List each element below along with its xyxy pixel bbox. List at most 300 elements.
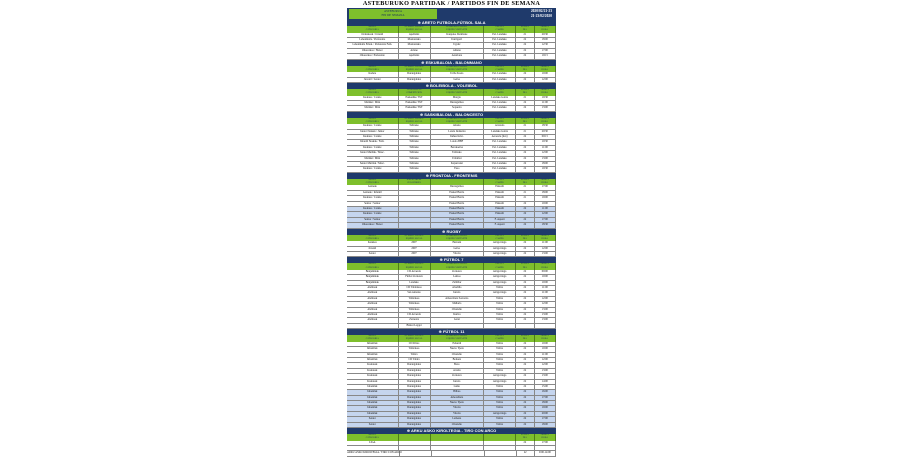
table-cell: 21	[516, 185, 534, 189]
table-cell	[400, 451, 432, 455]
table-cell: Landako Goitia	[484, 130, 516, 134]
table-cell: 22	[516, 385, 534, 389]
table-cell: Getxo	[431, 78, 484, 82]
table-cell: 19:00	[535, 406, 556, 410]
table-cell: 13:00	[535, 313, 556, 317]
table-cell: 13:00	[535, 252, 556, 256]
column-header: ETXEKO TALDEA EQUIPO LOCAL	[399, 66, 431, 73]
table-cell: Durangaldea	[399, 369, 431, 373]
table-cell: Pol. Landako	[484, 167, 516, 171]
table-cell: 12:00	[535, 297, 556, 301]
table-cell: 17:00	[535, 396, 556, 400]
table-cell: CD Rivas	[399, 342, 431, 346]
table-cell: Kadeteak	[347, 369, 399, 373]
table-cell: Jubenilak	[347, 390, 399, 394]
table-cell: Ezkurdi	[484, 185, 516, 189]
table-cell: Tabira	[484, 353, 516, 357]
section-header	[347, 118, 556, 125]
table-cell: Kadetea / Cadete	[347, 167, 399, 171]
table-cell: Tabirakoa	[399, 347, 431, 351]
column-header: ZELAIA CAMPO	[484, 66, 516, 73]
column-header: MAILA CATEGORIA	[347, 434, 399, 441]
section-title: ⊕ ARKU ASKO KIROLTEGIA - TIRO CON ARCO	[347, 428, 556, 434]
table-cell: Kadetea / Cadete	[347, 96, 399, 100]
table-cell: Kadetea / Cadete	[347, 212, 399, 216]
date-range	[531, 9, 552, 19]
table-cell: Kadetea / Cadete	[347, 146, 399, 150]
table-cell: 11:00	[535, 286, 556, 290]
table-cell: Montaniaka	[399, 43, 431, 47]
table-cell: Durangaldea	[399, 412, 431, 416]
column-header: TXAPELKETA COMPETICION	[399, 89, 431, 96]
table-cell: Iurreta	[431, 291, 484, 295]
table-cell: Abanto	[431, 124, 484, 128]
section-header	[347, 335, 556, 342]
weekend-label-eu: ASTEBURUA	[383, 9, 402, 13]
table-cell: 12:00	[535, 358, 556, 362]
table-cell	[399, 446, 431, 450]
table-cell: Senior Mutilak / Masc.	[347, 162, 399, 166]
table-cell: Tabirako	[399, 124, 431, 128]
table-cell: 13:00	[535, 157, 556, 161]
table-cell: Euskal Herria	[431, 207, 484, 211]
table-cell: Euskal Herria	[431, 218, 484, 222]
table-cell: 22	[516, 417, 534, 421]
table-cell: Vitoria	[431, 252, 484, 256]
column-header: ORDUA HORA	[535, 263, 556, 270]
table-cell: Durangaldea	[399, 406, 431, 410]
column-header: EGUNA DIA	[516, 118, 534, 125]
table-cell: Otxandio	[431, 353, 484, 357]
column-header: ZELAIA CAMPO	[484, 263, 516, 270]
table-cell: Ezkurdi	[484, 212, 516, 216]
table-cell: Pol. Landako	[484, 157, 516, 161]
weekend-label-es: FIN DE SEMANA	[381, 13, 405, 17]
table-cell: Tabira	[484, 406, 516, 410]
table-cell: Fútbol Zornotza	[399, 275, 431, 279]
table-cell: Alebinak	[347, 308, 399, 312]
table-cell: Uribe Kosta	[431, 72, 484, 76]
table-cell: Easo	[431, 167, 484, 171]
table-cell: 13:00	[535, 374, 556, 378]
table-cell: 17:00	[535, 417, 556, 421]
table-cell: 20:00	[535, 412, 556, 416]
table-cell: Alebinak	[347, 286, 399, 290]
table-cell: Alebinak	[347, 313, 399, 317]
section-header	[347, 26, 556, 33]
table-cell: Asturiana	[431, 54, 484, 58]
section-title: ⊕ SASKIBALOIA - BALONCESTO	[347, 112, 556, 118]
table-cell: 9:00-14:00	[535, 451, 556, 455]
table-cell: Loiola BBF	[431, 140, 484, 144]
table-cell: Lehenmaila Emak. / Preferente Fem.	[347, 43, 399, 47]
table-cell: Nuevo Ypeta	[431, 347, 484, 351]
table-cell: CD Tabira	[399, 358, 431, 362]
table-cell: Infantilak	[347, 347, 399, 351]
table-cell	[484, 441, 516, 445]
table-cell: 21	[516, 130, 534, 134]
table-cell: 22	[516, 308, 534, 312]
table-cell: 15:00	[535, 385, 556, 389]
table-cell: Kadeteak	[347, 380, 399, 384]
column-header	[484, 434, 516, 441]
table-cell: Ohorezkoa / Honor	[347, 49, 399, 53]
table-cell: Lumo	[431, 385, 484, 389]
table-cell: Pol. Landako	[484, 43, 516, 47]
table-cell: 22	[516, 270, 534, 274]
schedule-document	[347, 0, 556, 455]
table-cell: Tabira	[484, 390, 516, 394]
table-cell: 09:00	[535, 270, 556, 274]
table-cell: Tabirako	[399, 146, 431, 150]
table-cell: Tabirako	[399, 130, 431, 134]
table-cell: 22	[516, 275, 534, 279]
table-cell: Junior Mutilak / Masc.	[347, 151, 399, 155]
table-cell: Durangaldea	[399, 396, 431, 400]
column-header: ORDUA HORA	[535, 179, 556, 186]
column-header: ZELAIA CAMPO	[484, 335, 516, 342]
table-cell: 22	[516, 291, 534, 295]
column-header: KANPOKO TALDEA EQUIPO VISITANTE	[431, 26, 484, 33]
table-cell	[485, 451, 517, 455]
table-cell: 22	[516, 342, 534, 346]
table-cell: Benjaminak	[347, 270, 399, 274]
column-header: ORDUA HORA	[535, 26, 556, 33]
column-header: EGUNA DIA	[516, 434, 534, 441]
column-header	[431, 179, 484, 186]
table-cell: Jubenilak	[347, 412, 399, 416]
table-cell: 2007	[399, 241, 431, 245]
table-cell: Durangaldea	[399, 401, 431, 405]
table-cell: 22	[516, 212, 534, 216]
table-cell: F. Aquari	[484, 218, 516, 222]
table-cell: Amorebieta	[431, 396, 484, 400]
column-header: ORDUA HORA	[535, 434, 556, 441]
table-cell: Montaniaka	[399, 38, 431, 42]
column-header: ZELAIA CAMPO	[484, 235, 516, 242]
section-title: ⊕ ESKUBALOIA - BALONMANO	[347, 60, 556, 66]
table-cell: Pol. Landako	[484, 38, 516, 42]
column-header: ORDUA HORA	[535, 89, 556, 96]
table-cell: Kadetea / Cadete	[347, 135, 399, 139]
table-cell	[535, 324, 556, 328]
table-cell: Kadetea / Cadete	[347, 207, 399, 211]
table-cell: 22	[516, 135, 534, 139]
table-cell: Gazteak	[347, 185, 399, 189]
table-cell: Kadetea	[347, 241, 399, 245]
table-cell: 10:00	[535, 72, 556, 76]
column-header: ZELAIA CAMPO	[484, 26, 516, 33]
table-cell: 21	[516, 33, 534, 37]
table-cell: Iurreta	[431, 380, 484, 384]
table-cell: 22	[516, 369, 534, 373]
table-cell: 22	[516, 101, 534, 105]
column-header: EGUNA DIA	[516, 335, 534, 342]
table-cell: 21	[516, 196, 534, 200]
table-cell: 22	[516, 151, 534, 155]
table-cell: Tabirako	[399, 167, 431, 171]
table-cell: 22	[516, 406, 534, 410]
table-cell: 12:00	[535, 247, 556, 251]
table-cell: 22	[516, 347, 534, 351]
table-cell: 13:00	[535, 106, 556, 110]
column-header: MAILA CATEGORIA	[347, 66, 399, 73]
table-cell: Jubenilak	[347, 406, 399, 410]
table-cell: Ohorezkoa / Honor	[347, 223, 399, 227]
table-cell: Infantil Neskak / Fem.	[347, 140, 399, 144]
table-cell	[516, 446, 534, 450]
table-cell: Otxandio	[431, 423, 484, 427]
table-cell: 22	[516, 252, 534, 256]
table-cell: Euskal Herria	[431, 196, 484, 200]
table-cell: Durangaldea	[399, 363, 431, 367]
table-cell: Garai	[431, 318, 484, 322]
table-cell: Tabira	[484, 347, 516, 351]
table-cell: 11:00	[535, 101, 556, 105]
table-cell: 18:00	[535, 423, 556, 427]
column-header	[431, 434, 484, 441]
table-cell: Euskal Herria	[431, 191, 484, 195]
table-cell: Infantilak	[347, 353, 399, 357]
table-cell	[399, 207, 431, 211]
table-cell: Kanpoko Donibane	[431, 33, 484, 37]
table-cell: Nuevo Ypeta	[431, 401, 484, 405]
section-title: ⊕ BOLEIBOLA - VOLEIBOL	[347, 83, 556, 89]
table-cell: Bozo	[431, 363, 484, 367]
table-cell	[399, 223, 431, 227]
table-cell: 18:00	[535, 38, 556, 42]
table-cell	[399, 196, 431, 200]
table-cell: Loiola Indautxu	[431, 130, 484, 134]
table-cell: Tabira	[484, 385, 516, 389]
table-cell: 22	[516, 140, 534, 144]
table-cell: 22	[516, 202, 534, 206]
table-cell: 10:00	[535, 275, 556, 279]
column-header: ETXEKO TALDEA EQUIPO LOCAL	[399, 26, 431, 33]
table-cell: 22	[516, 72, 534, 76]
table-cell: Landako Goitia	[484, 96, 516, 100]
table-cell	[399, 212, 431, 216]
table-cell: Abadiño	[431, 286, 484, 290]
table-cell: Alebinak	[347, 318, 399, 322]
table-cell: Vitoria	[431, 406, 484, 410]
table-cell: 12:00	[535, 212, 556, 216]
table-cell: F. Aquari	[484, 223, 516, 227]
section-header	[347, 434, 556, 441]
table-cell: Ezkurdi	[484, 191, 516, 195]
table-cell: Landako	[399, 281, 431, 285]
table-cell: Alebinak	[347, 291, 399, 295]
table-cell: Euskal Herria	[431, 212, 484, 216]
table-cell: 10:00	[535, 202, 556, 206]
table-cell: Tabirakoa	[399, 297, 431, 301]
table-cell: Ariane	[399, 49, 431, 53]
table-cell: 14:00	[535, 380, 556, 384]
table-cell	[535, 446, 556, 450]
section-title: ⊕ FÚTBOL 7	[347, 257, 556, 263]
table-cell: Lehenmaila / Preferente	[347, 38, 399, 42]
table-cell: Infantilak	[347, 358, 399, 362]
section-header	[347, 235, 556, 242]
table-cell: Durangaldea	[399, 78, 431, 82]
table-cell: Vitoria	[431, 412, 484, 416]
table-cell: Senior / Senior	[347, 218, 399, 222]
table-cell: 19:15	[535, 54, 556, 58]
table-cell: ARKU ASKO KIROLTEGIA / TIRO CON ARCO	[347, 451, 402, 455]
table-cell: Zornotza	[431, 270, 484, 274]
table-cell: 11:00	[535, 353, 556, 357]
table-cell: Pol. Landako	[484, 146, 516, 150]
table-cell: 12:30	[535, 43, 556, 47]
table-cell	[484, 324, 516, 328]
table-cell: Lemoa	[431, 275, 484, 279]
table-cell: Tabirako	[399, 140, 431, 144]
column-header: MAILA CATEGORIA	[347, 89, 399, 96]
table-cell: 12:00	[535, 151, 556, 155]
table-cell: 17:00	[535, 218, 556, 222]
table-cell: 21	[516, 124, 534, 128]
section-header	[347, 66, 556, 73]
table-cell: 22	[516, 167, 534, 171]
table-cell: CD Arrazola	[399, 313, 431, 317]
table-cell: 22	[516, 313, 534, 317]
table-cell: Bizkai Legapi	[399, 324, 431, 328]
table-cell: Jubenilak	[347, 396, 399, 400]
table-cell: Juvenil / Senior	[347, 78, 399, 82]
table-cell	[399, 202, 431, 206]
table-cell: Pol. Landako	[484, 162, 516, 166]
table-cell: Tabirako	[399, 135, 431, 139]
table-cell: Zaldibar	[431, 281, 484, 285]
table-cell: Ohorezkoa / Preferente	[347, 54, 399, 58]
table-cell: 19:30	[535, 167, 556, 171]
table-cell: 22	[516, 43, 534, 47]
section-header	[347, 263, 556, 270]
table-cell: 22	[516, 297, 534, 301]
table-cell: Iruñea Krist.	[431, 135, 484, 139]
table-cell: 11:00	[535, 146, 556, 150]
table-cell: Arratia	[431, 369, 484, 373]
table-cell: Senior	[347, 423, 399, 427]
sections-container	[347, 20, 556, 457]
table-cell: Mañaria	[431, 302, 484, 306]
table-cell: 22	[516, 363, 534, 367]
table-cell: 12:00	[535, 302, 556, 306]
table-cell: Mailaki / Mini	[347, 101, 399, 105]
table-cell: Durangaldea	[399, 385, 431, 389]
table-cell: 2007	[399, 247, 431, 251]
table-cell: 22	[516, 380, 534, 384]
table-cell: Arrigorriaga	[484, 241, 516, 245]
table-cell: Tabirakoa	[399, 302, 431, 306]
column-header: MAILA CATEGORIA	[347, 26, 399, 33]
column-header: ORDUA HORA	[535, 235, 556, 242]
date-range-eu: 2020/02/21-23	[530, 9, 552, 13]
table-cell: Tabira	[484, 369, 516, 373]
table-cell: Tabirako	[399, 157, 431, 161]
table-cell: Arrigorriaga	[484, 270, 516, 274]
table-cell: CD Arrazola	[399, 270, 431, 274]
column-header: EGUNA DIA	[516, 89, 534, 96]
table-cell: Iturrigorri	[431, 38, 484, 42]
table-cell: Tabira	[484, 286, 516, 290]
table-cell: 22	[516, 49, 534, 53]
table-cell: Getxo	[431, 247, 484, 251]
table-cell: Pol. Landako	[484, 49, 516, 53]
table-cell: Pol. Landako	[484, 101, 516, 105]
table-cell: Ezkurdi	[484, 196, 516, 200]
table-cell: Senior	[347, 417, 399, 421]
table-cell: Juvenil	[347, 247, 399, 251]
column-header: ZELAIA CAMPO	[484, 118, 516, 125]
table-cell: Otxandio	[431, 308, 484, 312]
table-cell: 21	[516, 96, 534, 100]
table-cell: 11:00	[535, 207, 556, 211]
column-header: ORDUA HORA	[535, 118, 556, 125]
section-title: ⊕ FÚTBOL 11	[347, 329, 556, 335]
table-cell	[399, 191, 431, 195]
table-cell: Urdaibai	[431, 157, 484, 161]
table-cell: Arrigorriaga	[484, 291, 516, 295]
table-cell: Sopuerta	[431, 106, 484, 110]
table-cell: 22	[516, 396, 534, 400]
table-cell: 17:00	[535, 49, 556, 53]
table-cell: Kadete	[347, 72, 399, 76]
table-cell: 10:30	[535, 140, 556, 144]
table-cell: Murgia	[431, 96, 484, 100]
document-title: ASTEBURUKO PARTIDAK / PARTIDOS FIN DE SEMANA	[362, 0, 541, 7]
table-cell	[484, 446, 516, 450]
table-cell	[347, 446, 399, 450]
table-cell: Gazteak / Infantil	[347, 191, 399, 195]
table-cell: 22	[516, 157, 534, 161]
table-cell: Tabira	[484, 417, 516, 421]
table-cell: Hernani	[431, 241, 484, 245]
table-cell	[431, 324, 484, 328]
table-cell	[431, 446, 484, 450]
section-title: ⊕ FRONTOIA - FRONTENIS	[347, 173, 556, 179]
table-cell: Berakoetxe	[431, 146, 484, 150]
table-cell: Izurtza	[431, 313, 484, 317]
table-cell: Arrigorriaga	[484, 252, 516, 256]
table-cell: Ezkurdi	[484, 202, 516, 206]
column-header: ORDUA HORA	[535, 335, 556, 342]
table-cell: 22	[516, 78, 534, 82]
table-cell: 18:00	[535, 401, 556, 405]
table-cell	[399, 218, 431, 222]
date-header	[347, 8, 556, 20]
table-cell: Tabira	[484, 342, 516, 346]
table-cell: Tabirakoa	[399, 308, 431, 312]
table-cell: Jubenilak	[347, 401, 399, 405]
column-header: ORDUA HORA	[535, 66, 556, 73]
column-header: KANPOKO TALDEA EQUIPO VISITANTE	[431, 335, 484, 342]
table-cell: 22	[516, 207, 534, 211]
table-cell: Kaparroski	[431, 162, 484, 166]
table-cell: 16:00	[535, 390, 556, 394]
column-header: KANPOKO TALDEA EQUIPO VISITANTE	[431, 66, 484, 73]
table-cell: 20:30	[535, 33, 556, 37]
table-cell: Jubenilak	[347, 385, 399, 389]
table-cell: Tabira	[484, 358, 516, 362]
table-cell: 12:00	[535, 78, 556, 82]
column-header: MAILA CATEGORIA	[347, 118, 399, 125]
table-cell: 22	[516, 146, 534, 150]
column-header: ETXEKO TALDEA EQUIPO LOCAL	[399, 235, 431, 242]
table-cell: Ordezkoak / Juvenil	[347, 33, 399, 37]
table-cell: Tabira	[484, 396, 516, 400]
column-header: EGUNA DIA	[516, 26, 534, 33]
